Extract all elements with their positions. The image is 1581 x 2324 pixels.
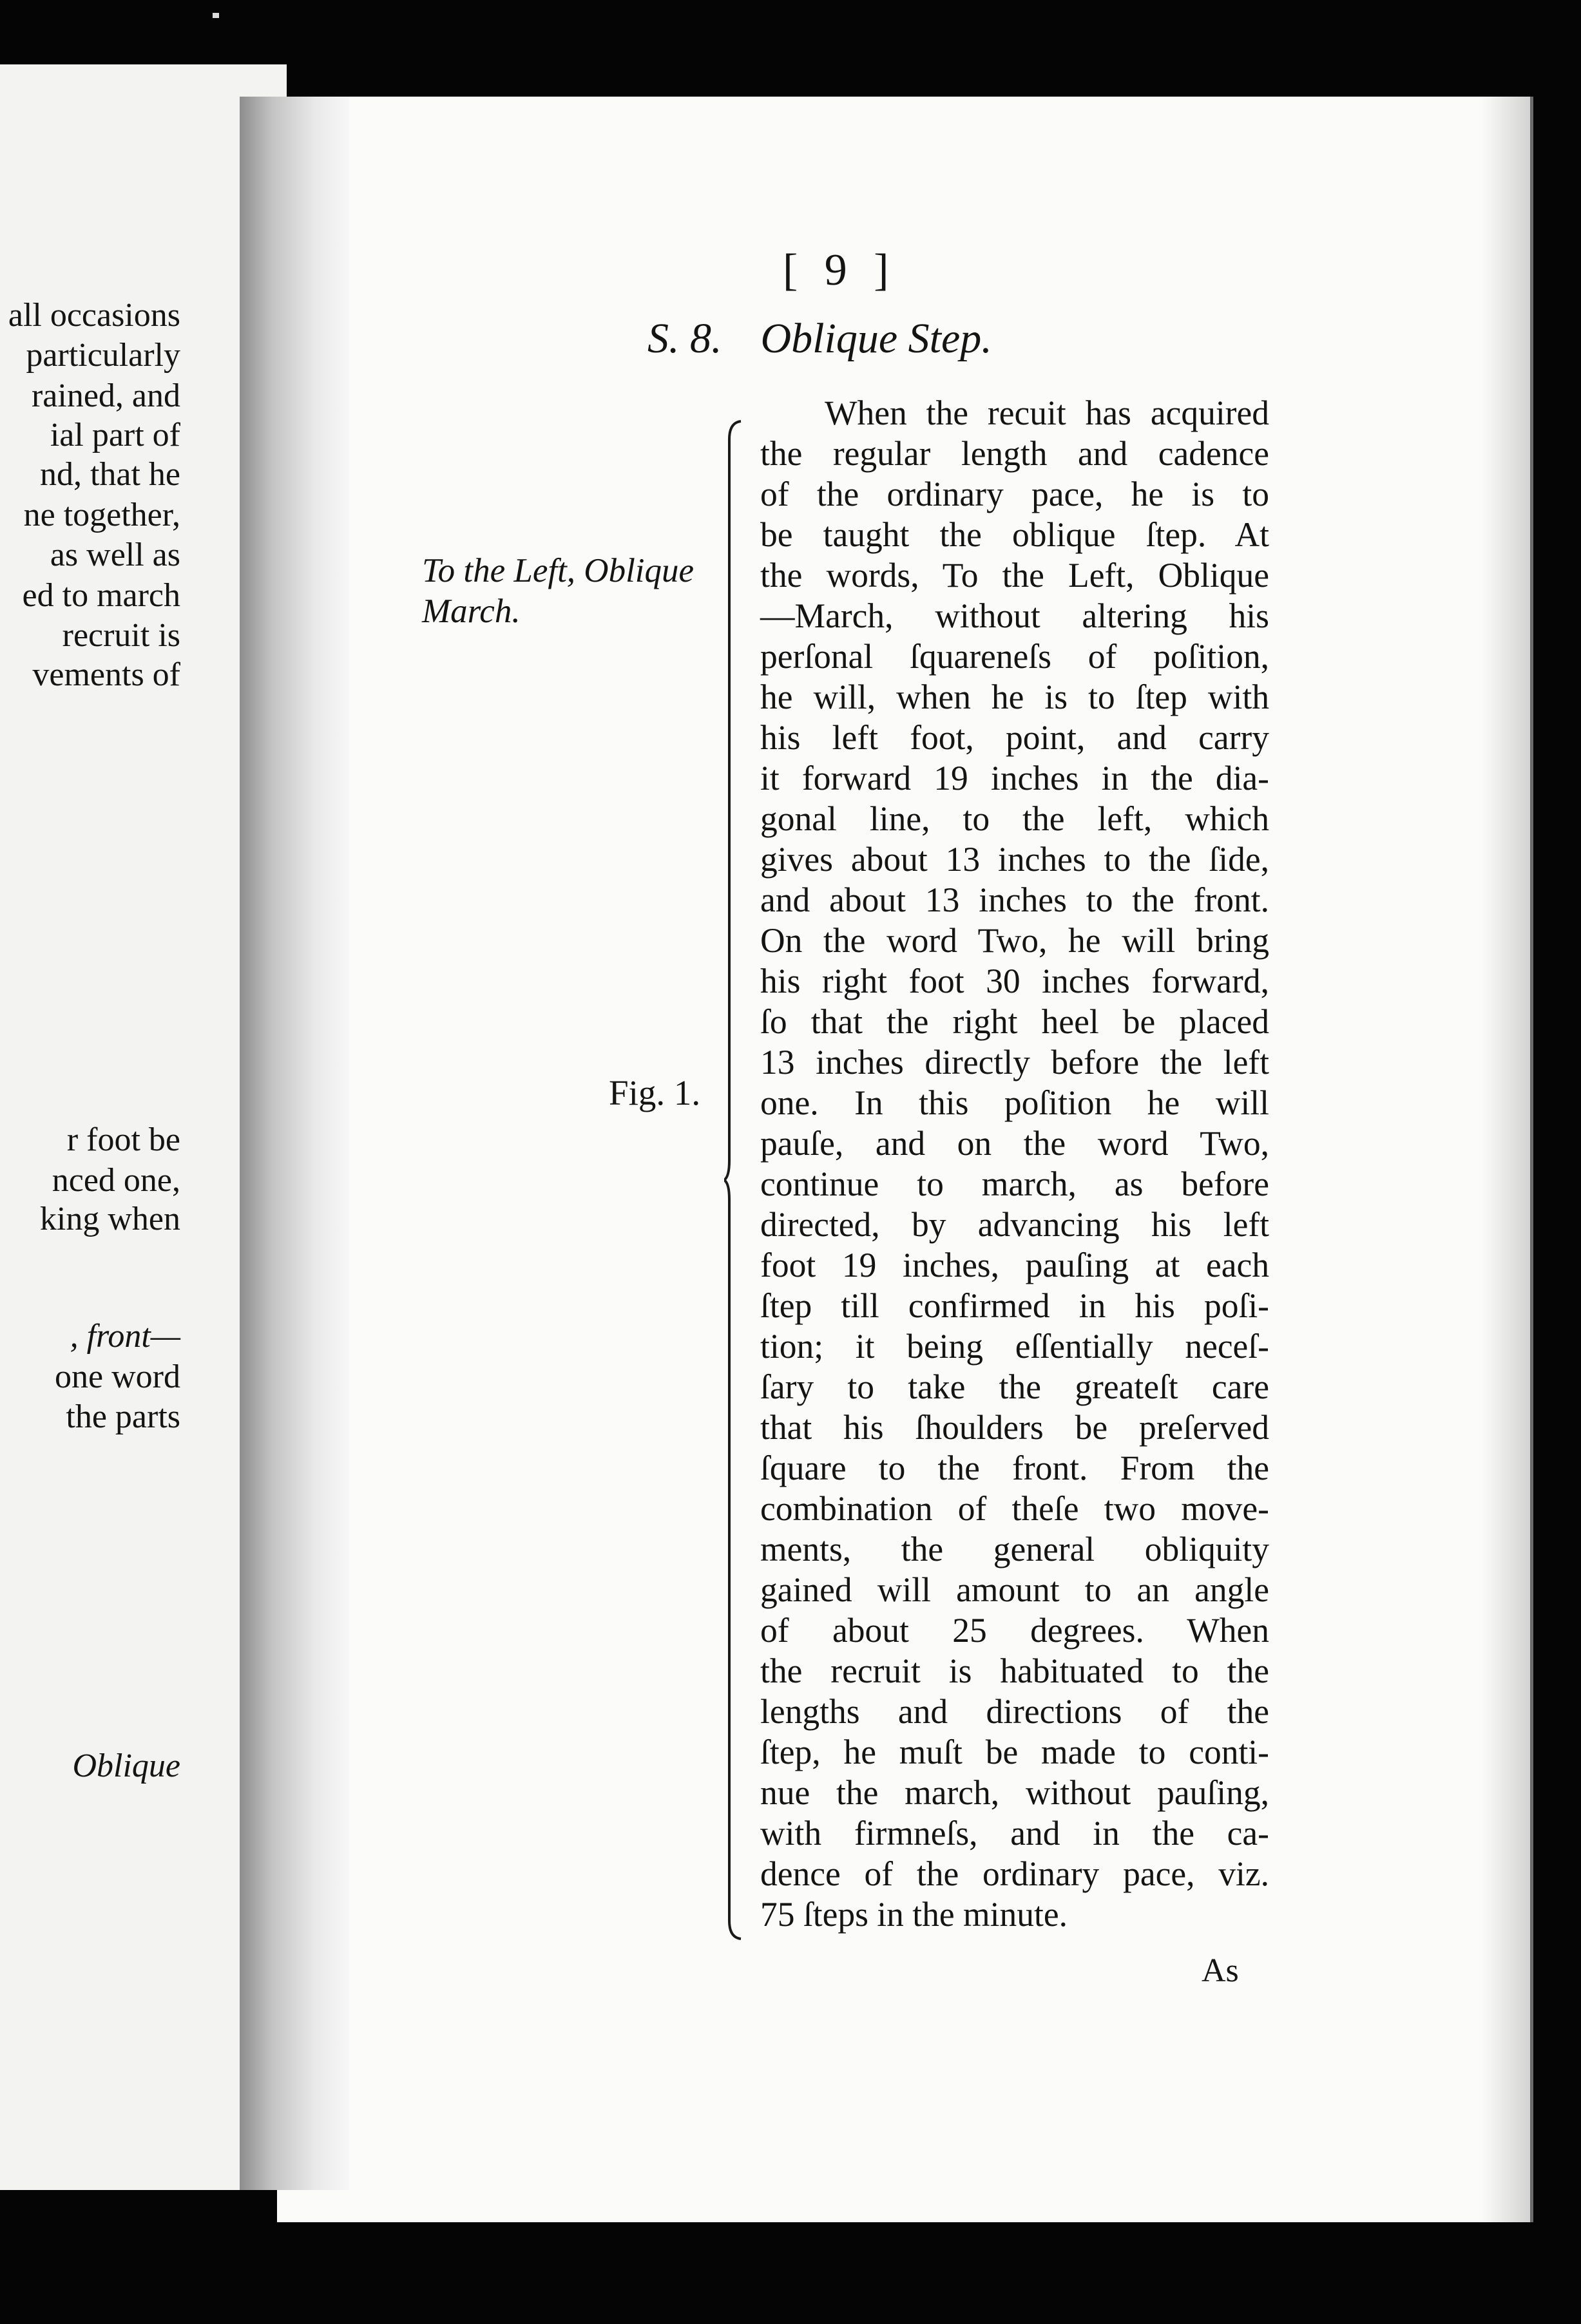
body-line: foot 19 inches, pauſing at each xyxy=(760,1246,1269,1284)
margin-note xyxy=(422,551,694,632)
left-page-line: nd, that he xyxy=(39,456,180,493)
body-line: —March, without altering his xyxy=(760,596,1269,635)
body-line: be taught the oblique ſtep. At xyxy=(760,515,1269,554)
left-page-line: ial part of xyxy=(50,417,180,453)
body-line: and about 13 inches to the front. xyxy=(760,881,1269,919)
margin-note-line: March. xyxy=(422,593,521,630)
left-page-catchword: Oblique xyxy=(72,1748,180,1784)
section-heading xyxy=(647,314,992,363)
body-line: lengths and directions of the xyxy=(760,1692,1269,1731)
body-line: perſonal ſquareneſs of poſition, xyxy=(760,637,1269,676)
book-gutter xyxy=(240,97,349,2190)
body-line: ſtep till confirmed in his poſi- xyxy=(760,1286,1269,1325)
body-line: pauſe, and on the word Two, xyxy=(760,1124,1269,1163)
body-line: of about 25 degrees. When xyxy=(760,1611,1269,1650)
body-line: gives about 13 inches to the ſide, xyxy=(760,840,1269,879)
body-paragraph xyxy=(760,393,1269,1935)
body-line: with firmneſs, and in the ca- xyxy=(760,1814,1269,1853)
left-page-line: one word xyxy=(55,1358,180,1395)
body-line: dence of the ordinary pace, viz. xyxy=(760,1854,1269,1893)
body-line: ſquare to the front. From the xyxy=(760,1449,1269,1487)
body-line: his right foot 30 inches forward, xyxy=(760,962,1269,1000)
left-page-line: the parts xyxy=(66,1398,180,1435)
body-line: combination of theſe two move- xyxy=(760,1489,1269,1528)
catchword: As xyxy=(1202,1952,1239,1989)
body-line: 13 inches directly before the left xyxy=(760,1043,1269,1081)
left-page-line: vements of xyxy=(32,656,180,693)
body-line: gonal line, to the left, which xyxy=(760,799,1269,838)
body-line: continue to march, as before xyxy=(760,1165,1269,1203)
curly-brace-icon xyxy=(724,420,743,1940)
margin-note-line: To the Left, Oblique xyxy=(422,552,695,589)
body-line: of the ordinary pace, he is to xyxy=(760,475,1269,513)
body-line: the recruit is habituated to the xyxy=(760,1652,1269,1690)
body-line: ments, the general obliquity xyxy=(760,1530,1269,1568)
body-line: his left foot, point, and carry xyxy=(760,718,1269,757)
left-page-line: ed to march xyxy=(22,577,180,614)
section-number: S. 8. xyxy=(647,315,722,362)
body-line: tion; it being eſſentially neceſ- xyxy=(760,1327,1269,1366)
body-line: he will, when he is to ſtep with xyxy=(760,678,1269,716)
body-line: 75 ſteps in the minute. xyxy=(760,1895,1068,1934)
body-line: gained will amount to an angle xyxy=(760,1570,1269,1609)
body-line: nue the march, without pauſing, xyxy=(760,1773,1269,1812)
left-page-line: all occasions xyxy=(8,297,180,334)
left-page-line: particularly xyxy=(26,337,180,374)
body-line: On the word Two, he will bring xyxy=(760,921,1269,960)
figure-reference: Fig. 1. xyxy=(609,1073,701,1112)
body-line: When the recuit has acquired xyxy=(825,394,1269,432)
left-page-line: nced one, xyxy=(52,1162,180,1199)
left-page-line: , front— xyxy=(70,1318,180,1355)
body-line: ſary to take the greateſt care xyxy=(760,1367,1269,1406)
body-line: ſo that the right heel be placed xyxy=(760,1002,1269,1041)
left-page-line: rained, and xyxy=(31,377,180,414)
left-page-line: recruit is xyxy=(62,617,180,654)
body-line: ſtep, he muſt be made to conti- xyxy=(760,1733,1269,1771)
left-page-line: r foot be xyxy=(66,1121,180,1158)
body-line: the words, To the Left, Oblique xyxy=(760,556,1269,595)
left-page-line: as well as xyxy=(50,537,180,573)
page-edge-shadow xyxy=(1482,97,1533,2222)
body-line: that his ſhoulders be preſerved xyxy=(760,1408,1269,1447)
left-page-line: ne together, xyxy=(23,497,180,533)
body-line: it forward 19 inches in the dia- xyxy=(760,759,1269,797)
body-line: one. In this poſition he will xyxy=(760,1083,1269,1122)
body-line: the regular length and cadence xyxy=(760,434,1269,473)
corner-mark xyxy=(213,13,219,18)
left-page-line: king when xyxy=(39,1201,180,1237)
body-line: directed, by advancing his left xyxy=(760,1205,1269,1244)
page-number: [ 9 ] xyxy=(783,245,897,295)
section-title: Oblique Step. xyxy=(760,315,992,362)
